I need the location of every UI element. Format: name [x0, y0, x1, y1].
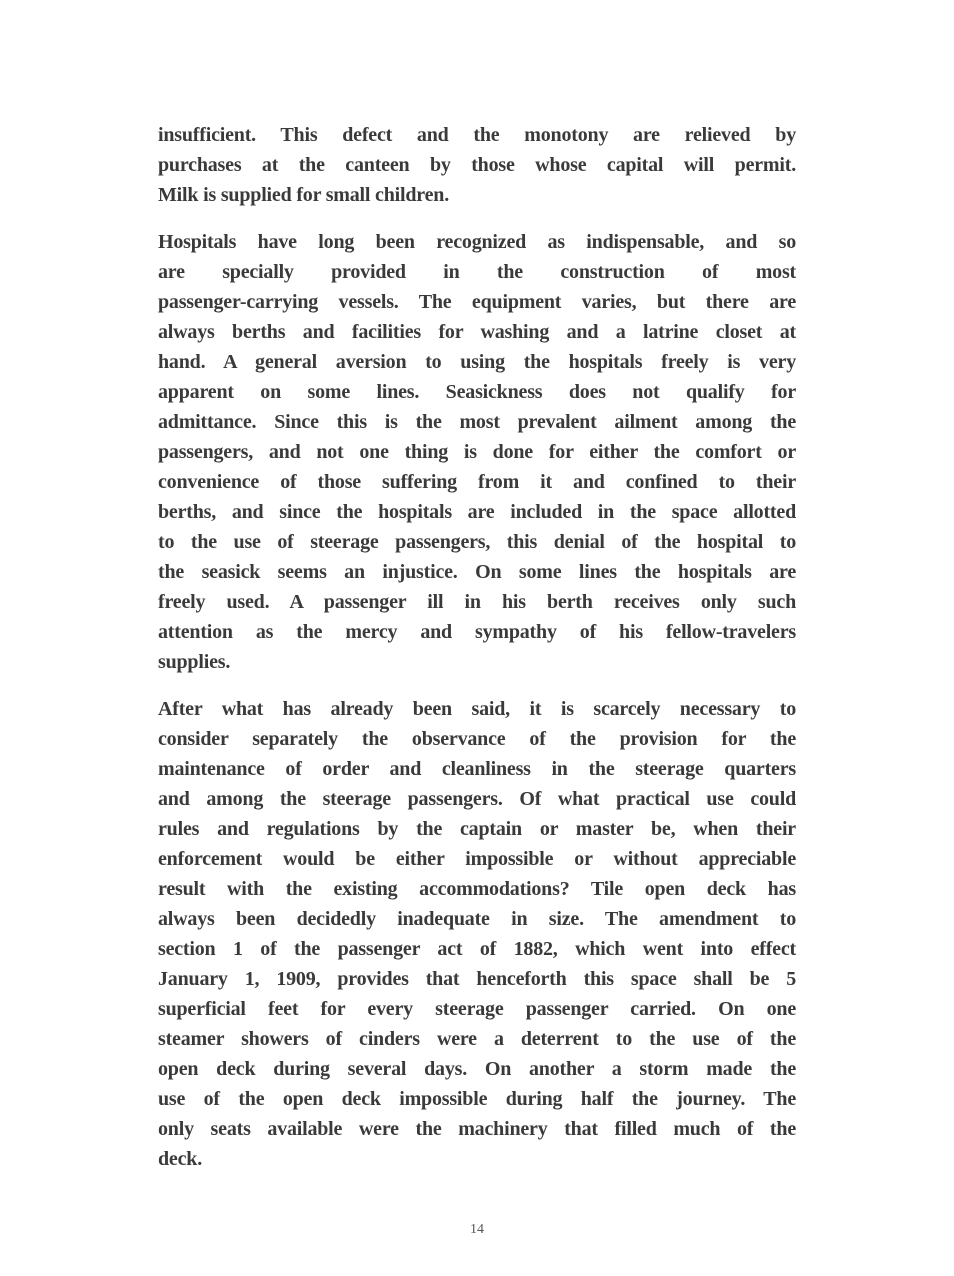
text-line: passengers, and not one thing is done for either the comfort or [158, 441, 796, 463]
text-line: superficial feet for every steerage passenger carried. On one [158, 998, 796, 1020]
text-line: enforcement would be either impossible or without appreciable [158, 848, 796, 870]
text-line: are specially provided in the construction of most [158, 261, 796, 283]
text-line: section 1 of the passenger act of 1882, which went into effect [158, 938, 796, 960]
text-line: and among the steerage passengers. Of what practical use could [158, 788, 796, 810]
text-line: result with the existing accommodations? Tile open deck has [158, 878, 796, 900]
text-line: always berths and facilities for washing and a latrine closet at [158, 321, 796, 343]
text-line: admittance. Since this is the most prevalent ailment among the [158, 411, 796, 433]
text-line: purchases at the canteen by those whose capital will permit. [158, 154, 796, 176]
text-line: passenger-carrying vessels. The equipment varies, but there are [158, 291, 796, 313]
page-number: 14 [470, 1222, 484, 1237]
text-line: maintenance of order and cleanliness in the steerage quarters [158, 758, 796, 780]
paragraph [158, 227, 796, 677]
text-line: convenience of those suffering from it and confined to their [158, 471, 796, 493]
text-line: insufficient. This defect and the monotony are relieved by [158, 124, 796, 146]
text-line: consider separately the observance of the provision for the [158, 728, 796, 750]
text-line: steamer showers of cinders were a deterrent to the use of the [158, 1028, 796, 1050]
text-line: freely used. A passenger ill in his berth receives only such [158, 591, 796, 613]
paragraph [158, 120, 796, 210]
paragraph [158, 694, 796, 1174]
text-line: deck. [158, 1148, 203, 1170]
text-line: supplies. [158, 651, 231, 673]
text-line: Hospitals have long been recognized as indispensable, and so [158, 231, 796, 253]
text-line: only seats available were the machinery that filled much of the [158, 1118, 796, 1140]
document-body [158, 120, 796, 1191]
text-line: open deck during several days. On another a storm made the [158, 1058, 796, 1080]
text-line: After what has already been said, it is scarcely necessary to [158, 698, 796, 720]
text-line: to the use of steerage passengers, this denial of the hospital to [158, 531, 796, 553]
text-line: hand. A general aversion to using the hospitals freely is very [158, 351, 796, 373]
text-line: January 1, 1909, provides that henceforth this space shall be 5 [158, 968, 796, 990]
text-line: always been decidedly inadequate in size. The amendment to [158, 908, 796, 930]
text-line: attention as the mercy and sympathy of his fellow-travelers [158, 621, 796, 643]
text-line: Milk is supplied for small children. [158, 184, 450, 206]
text-line: rules and regulations by the captain or master be, when their [158, 818, 796, 840]
text-line: apparent on some lines. Seasickness does not qualify for [158, 381, 796, 403]
text-line: the seasick seems an injustice. On some lines the hospitals are [158, 561, 796, 583]
text-line: berths, and since the hospitals are included in the space allotted [158, 501, 796, 523]
text-line: use of the open deck impossible during half the journey. The [158, 1088, 796, 1110]
